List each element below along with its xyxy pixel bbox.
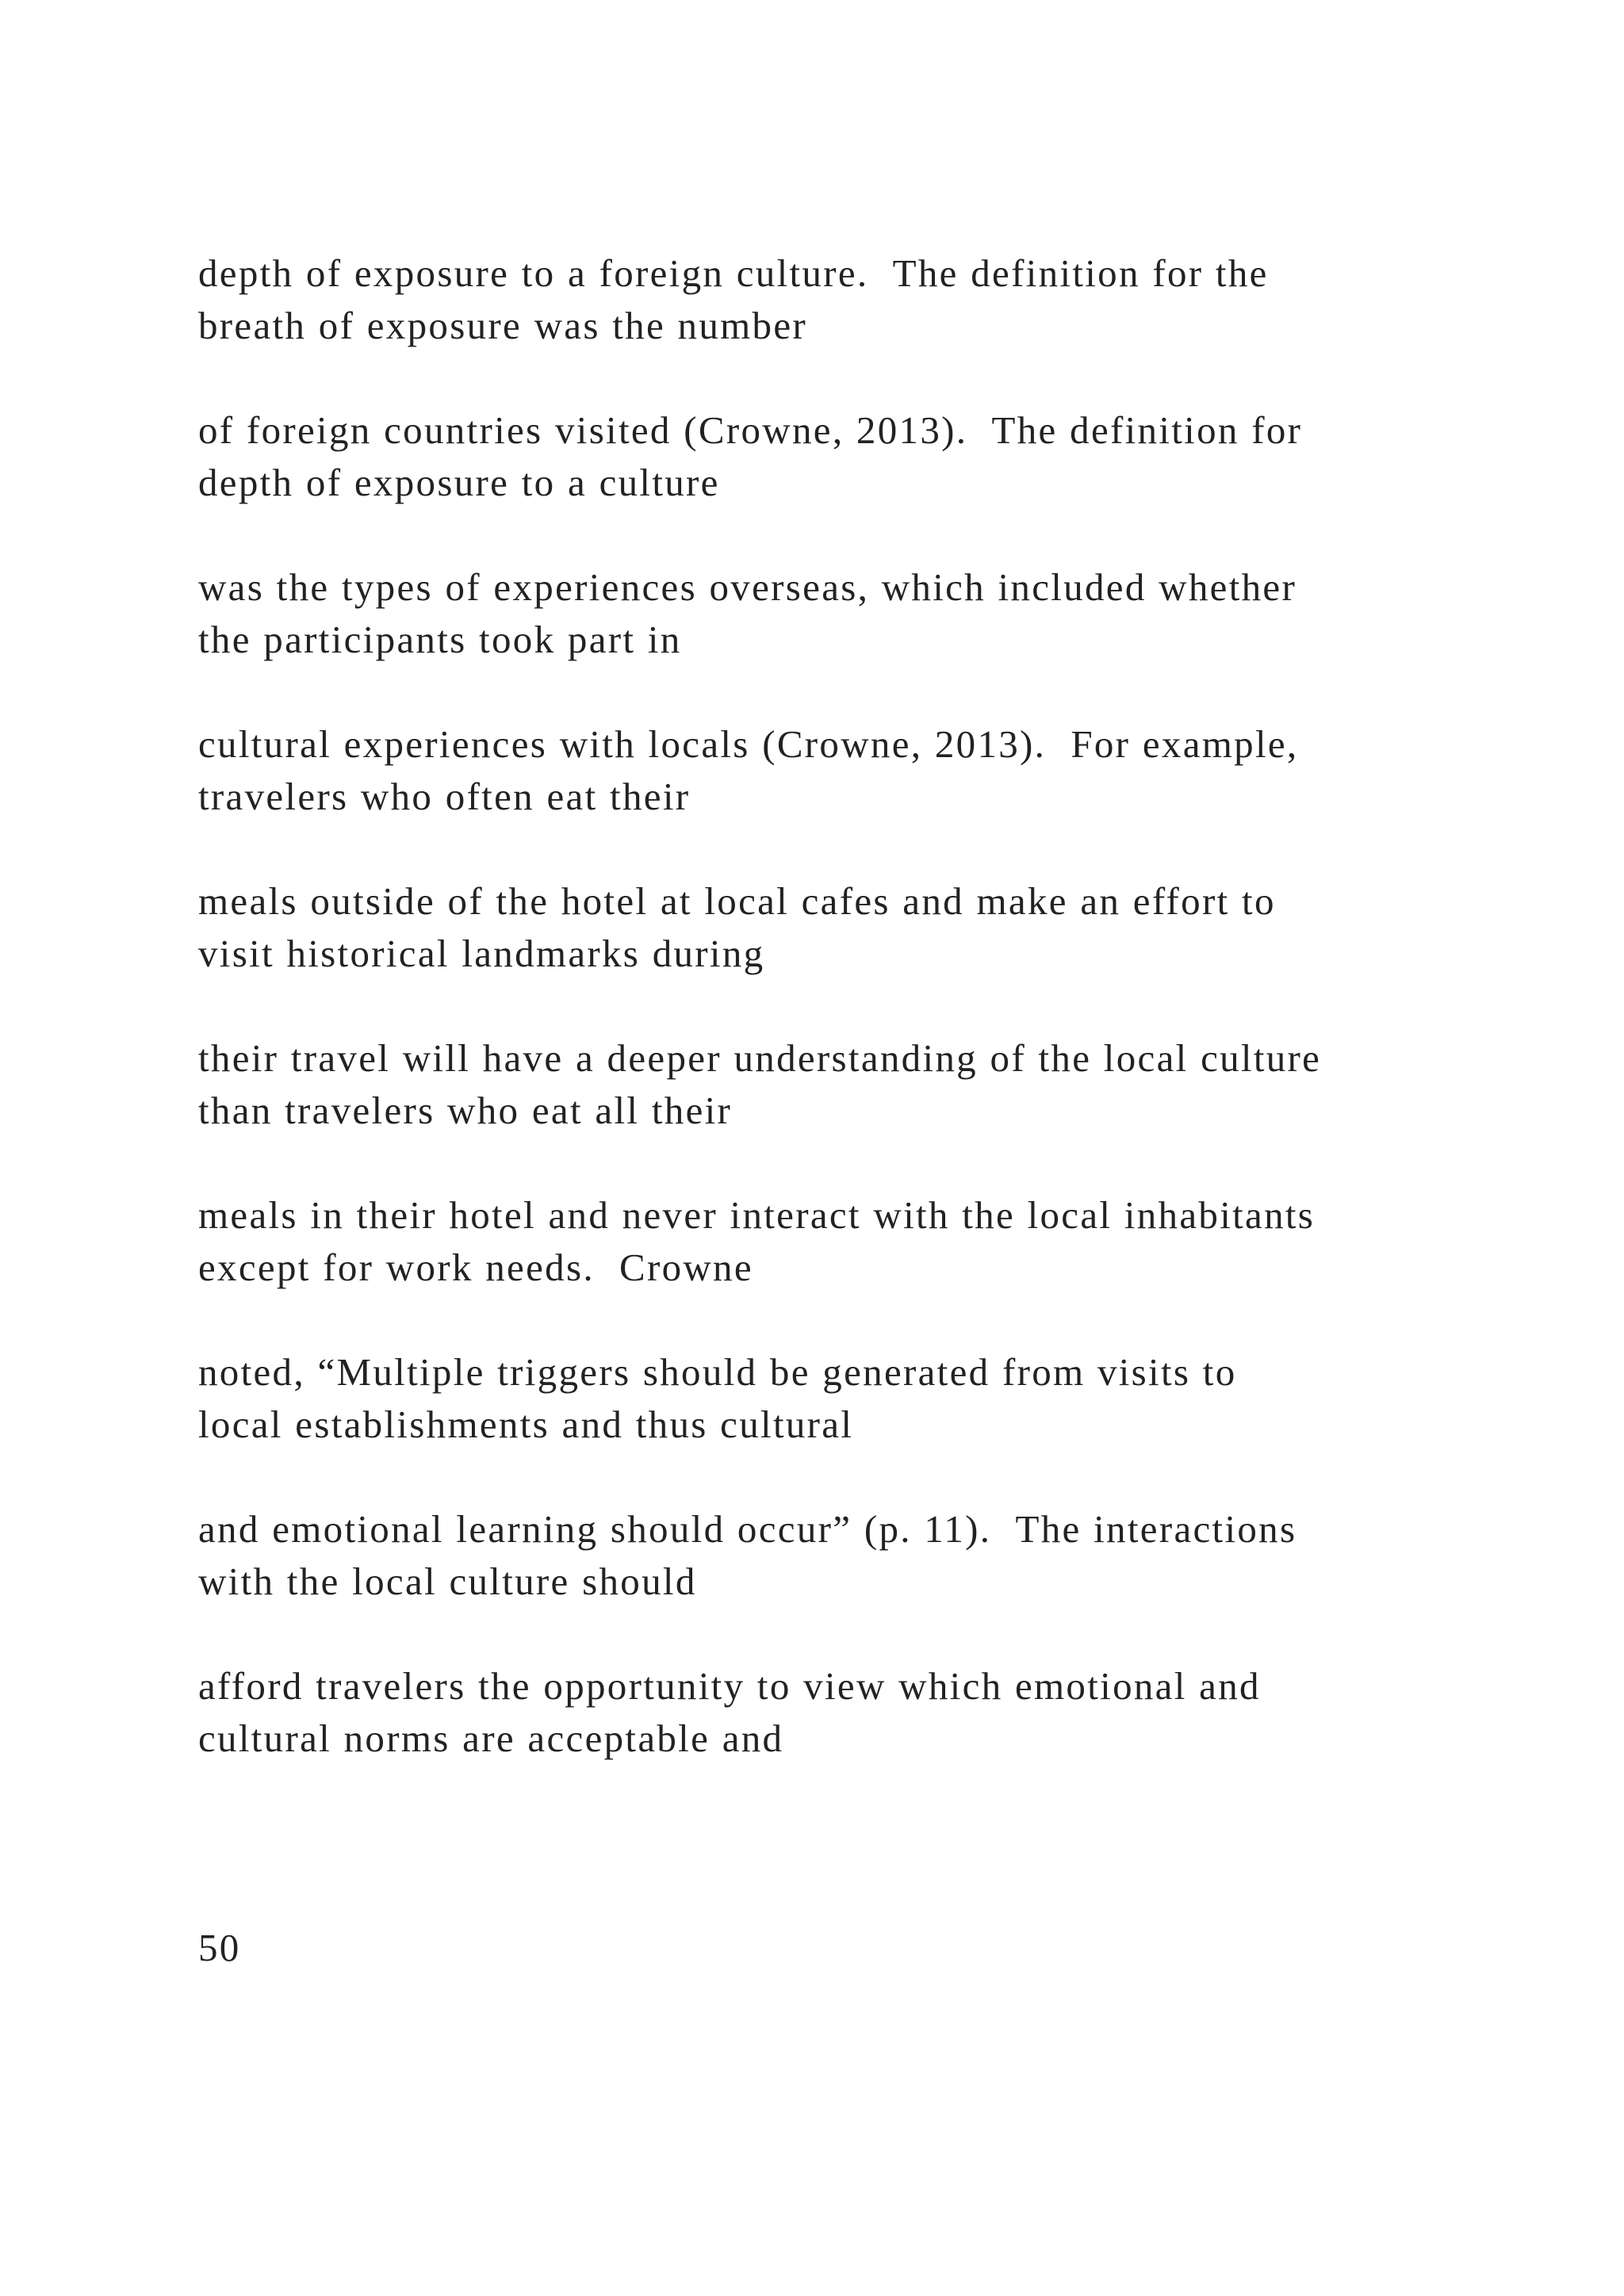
- text-line: was the types of experiences overseas, which included whether: [198, 565, 1297, 609]
- page-number: 50: [198, 1926, 241, 1969]
- paragraph: [198, 1503, 1507, 1608]
- paragraph: [198, 1032, 1507, 1137]
- paragraph: [198, 561, 1507, 666]
- paragraph: [198, 718, 1507, 823]
- text-line: of foreign countries visited (Crowne, 2013). The definition for: [198, 408, 1303, 452]
- text-line: the participants took part in: [198, 618, 682, 661]
- paragraph: [198, 404, 1507, 509]
- text-line: their travel will have a deeper understanding of the local culture: [198, 1036, 1322, 1080]
- text-line: and emotional learning should occur” (p. 11). The interactions: [198, 1507, 1297, 1551]
- text-line: depth of exposure to a foreign culture. The definition for the: [198, 251, 1269, 295]
- text-line: visit historical landmarks during: [198, 932, 765, 975]
- text-line: cultural experiences with locals (Crowne, 2013). For example,: [198, 722, 1299, 766]
- text-line: local establishments and thus cultural: [198, 1402, 854, 1446]
- text-line: noted, “Multiple triggers should be generated from visits to: [198, 1350, 1237, 1394]
- text-line: depth of exposure to a culture: [198, 461, 720, 504]
- paragraph: [198, 1189, 1507, 1294]
- paragraph: [198, 1346, 1507, 1451]
- paragraph: [198, 247, 1507, 352]
- text-line: cultural norms are acceptable and: [198, 1716, 784, 1760]
- text-line: meals outside of the hotel at local cafes and make an effort to: [198, 879, 1276, 923]
- paragraph: [198, 1660, 1507, 1765]
- text-line: breath of exposure was the number: [198, 304, 808, 347]
- text-line: with the local culture should: [198, 1559, 697, 1603]
- text-line: afford travelers the opportunity to view which emotional and: [198, 1664, 1261, 1708]
- body-text: [198, 247, 1507, 1817]
- paragraph: [198, 875, 1507, 980]
- text-line: except for work needs. Crowne: [198, 1246, 753, 1289]
- text-line: than travelers who eat all their: [198, 1089, 733, 1132]
- text-line: travelers who often eat their: [198, 775, 691, 818]
- text-line: meals in their hotel and never interact with the local inhabitants: [198, 1193, 1316, 1237]
